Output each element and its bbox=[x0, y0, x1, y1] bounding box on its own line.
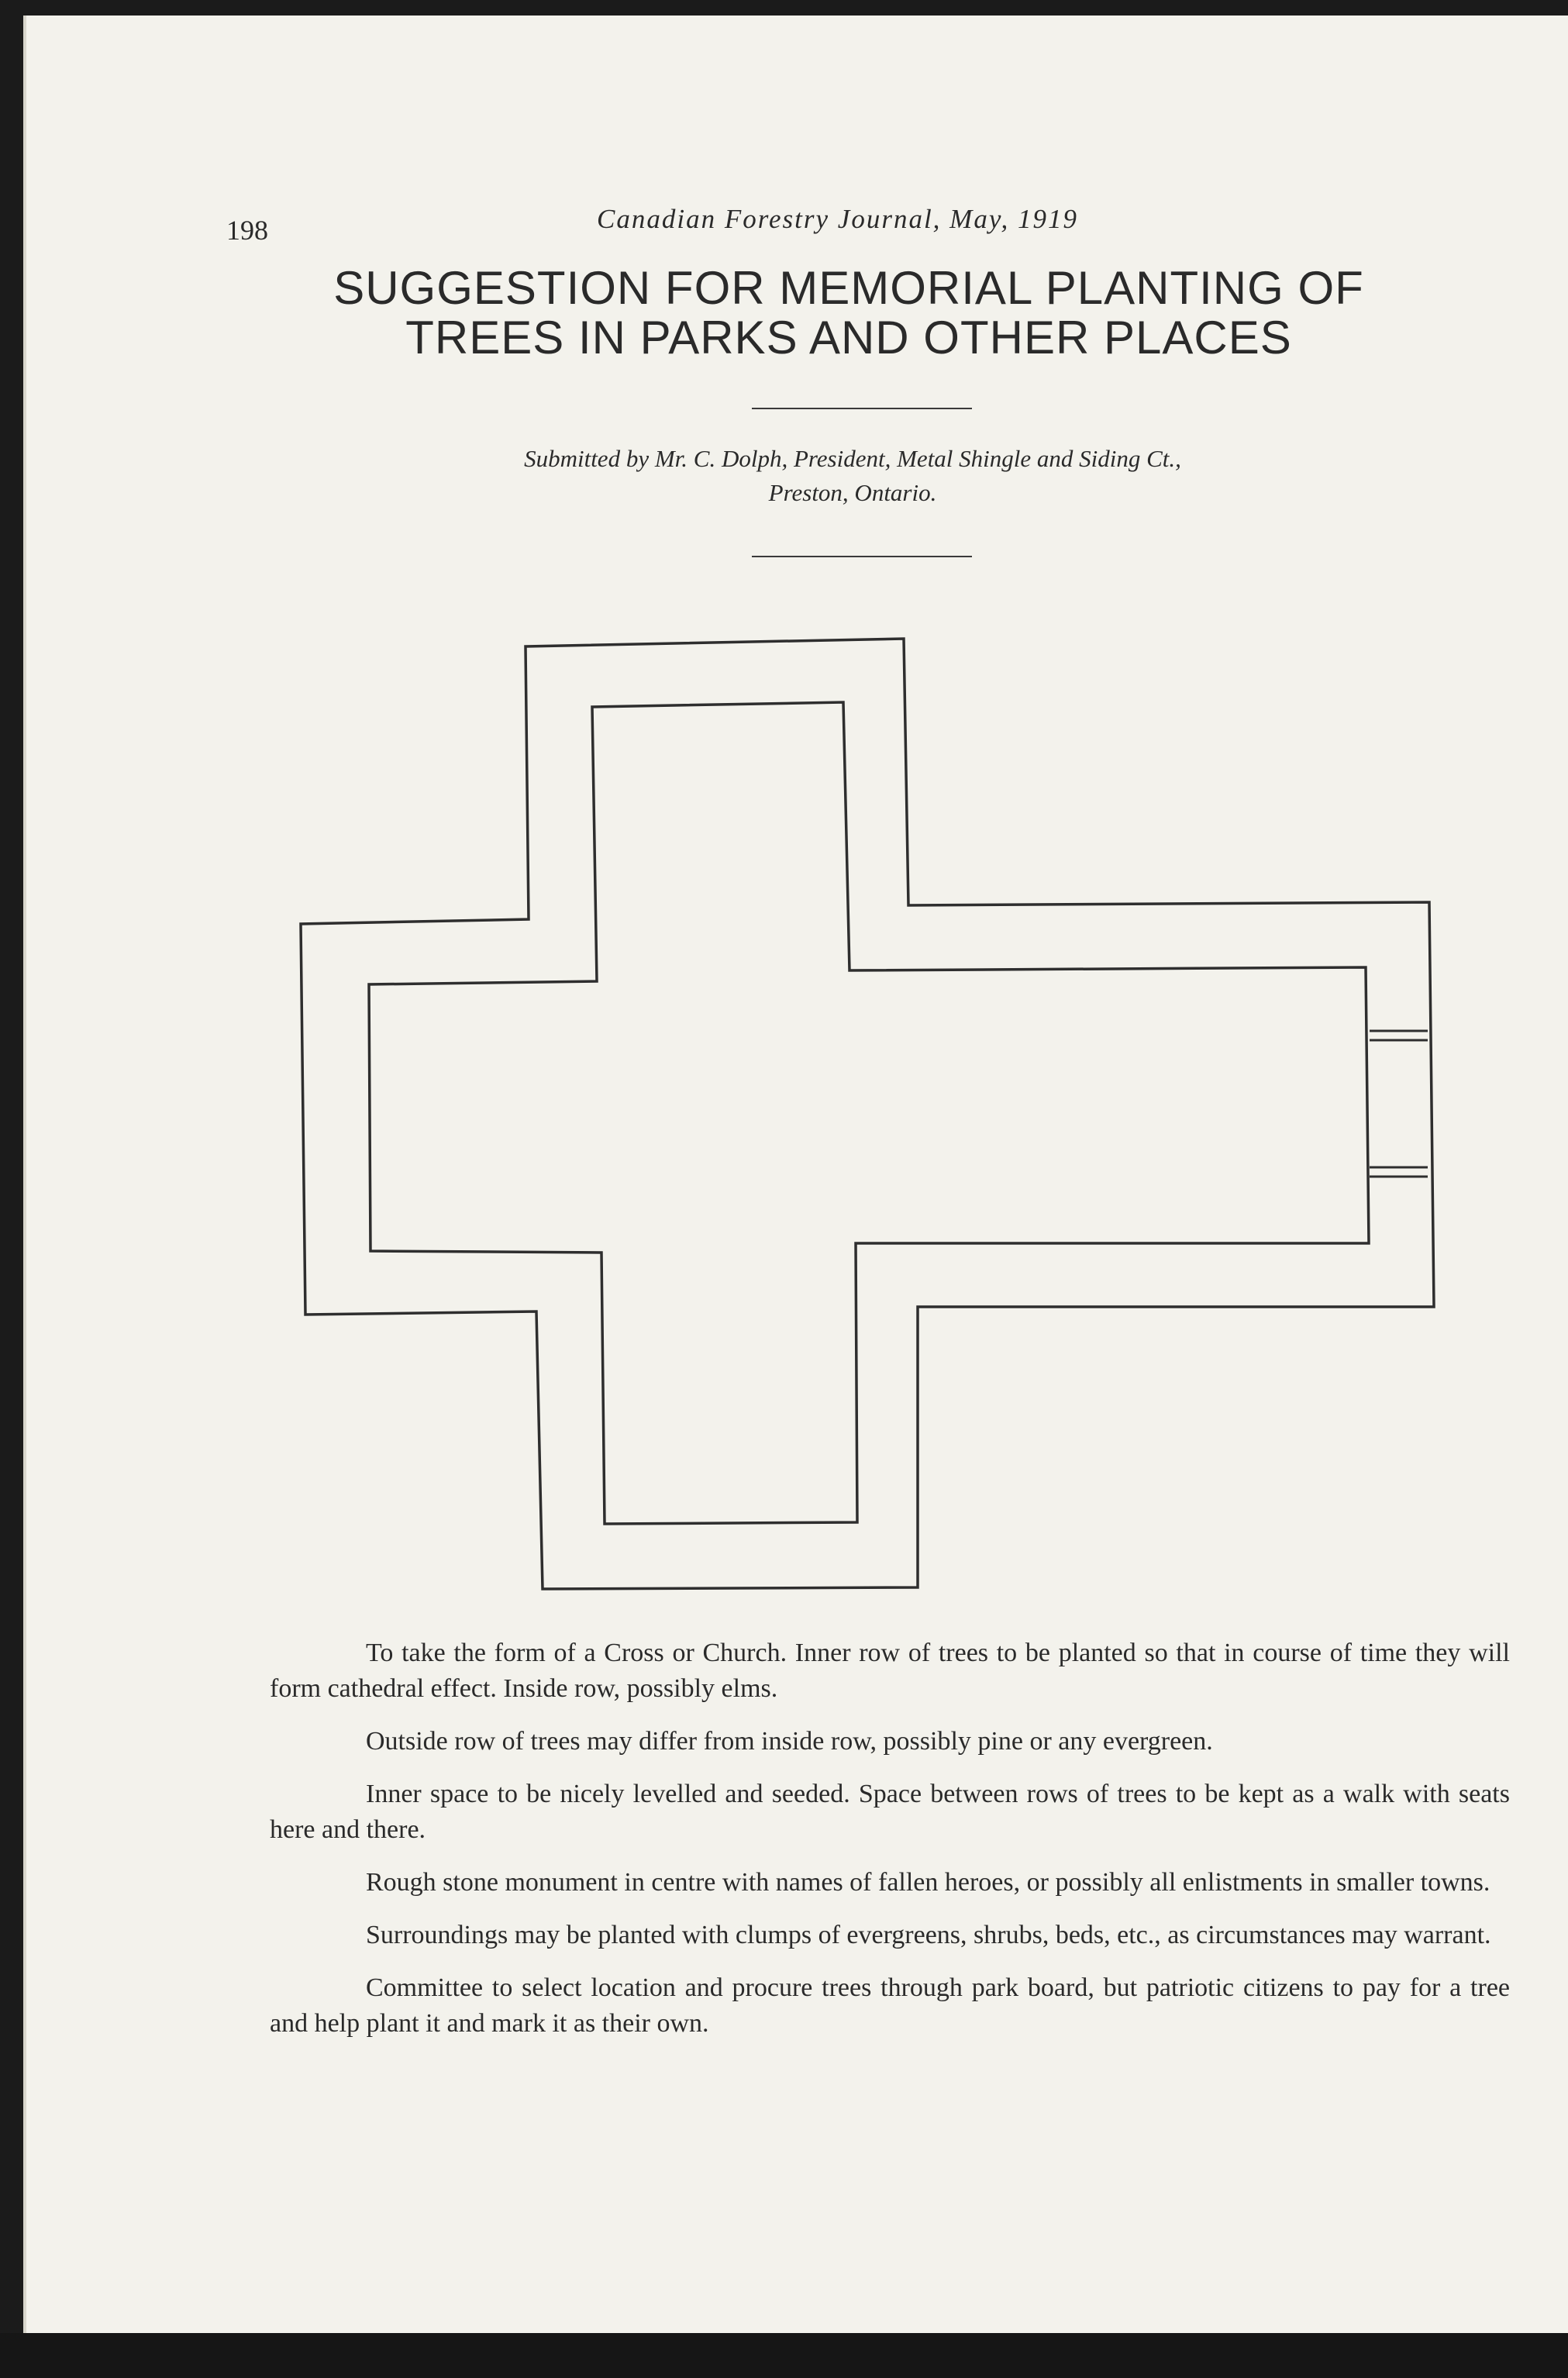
byline-line-2: Preston, Ontario. bbox=[768, 479, 937, 506]
paragraph-5: Surroundings may be planted with clumps of evergreens, shrubs, beds, etc., as circumstances may warrant. bbox=[366, 1921, 1491, 1949]
paragraph-2: Outside row of trees may differ from inside row, possibly pine or any evergreen. bbox=[366, 1727, 1213, 1756]
paragraph-1: To take the form of a Cross or Church. Inner row of trees to be planted so that in course of time they will form cathedral effect. Inside row, possibly elms. bbox=[270, 1639, 1510, 1703]
byline bbox=[434, 442, 1271, 510]
page-number: 198 bbox=[226, 215, 268, 246]
cross-plan-diagram bbox=[287, 620, 1449, 1604]
entrance-gates bbox=[1370, 1031, 1428, 1177]
paragraph-4: Rough stone monument in centre with names of fallen heroes, or possibly all enlistments in smaller towns. bbox=[366, 1868, 1490, 1897]
paragraph-6: Committee to select location and procure trees through park board, but patriotic citizens to pay for a tree and help plant it and mark it as their own. bbox=[270, 1973, 1510, 2038]
byline-line-1: Submitted by Mr. C. Dolph, President, Metal Shingle and Siding Ct., bbox=[524, 445, 1181, 472]
running-head: Canadian Forestry Journal, May, 1919 bbox=[597, 204, 1078, 234]
paragraph-3: Inner space to be nicely levelled and seeded. Space between rows of trees to be kept as a walk with seats here and there. bbox=[270, 1780, 1510, 1844]
outer-tree-row bbox=[301, 639, 1434, 1589]
article-title: SUGGESTION FOR MEMORIAL PLANTING OF TREES IN PARKS AND OTHER PLACES bbox=[333, 262, 1364, 364]
title-divider bbox=[752, 408, 972, 409]
byline-divider bbox=[752, 556, 972, 557]
article-body bbox=[270, 1635, 1510, 2059]
inner-tree-row bbox=[369, 702, 1369, 1524]
scan-bottom-edge bbox=[0, 2333, 1568, 2378]
